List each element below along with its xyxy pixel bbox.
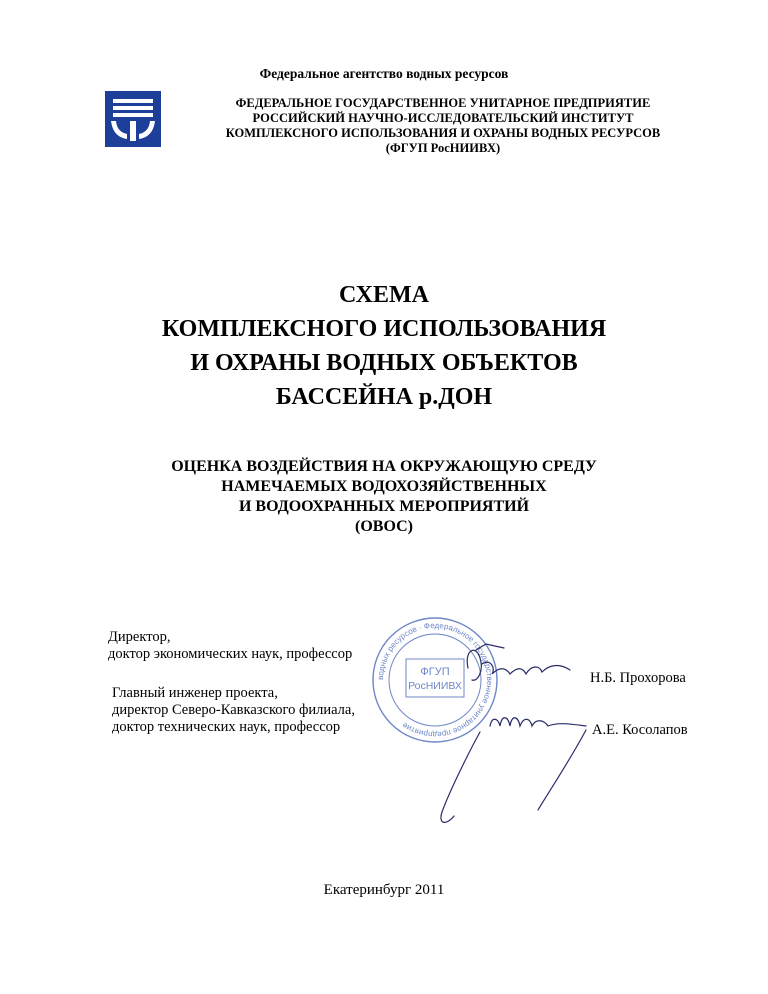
subtitle-line-3: И ВОДООХРАННЫХ МЕРОПРИЯТИЙ — [238, 498, 530, 515]
city-year: Екатеринбург 2011 — [323, 882, 445, 898]
signatory-2-position — [112, 685, 355, 736]
document-title — [0, 278, 768, 414]
signatory-1-degree: доктор экономических наук, профессор — [108, 646, 353, 662]
title-line-3: И ОХРАНЫ ВОДНЫХ ОБЪЕКТОВ — [190, 350, 578, 376]
institute-line-1: ФЕДЕРАЛЬНОЕ ГОСУДАРСТВЕННОЕ УНИТАРНОЕ ПРЕДПРИЯТИЕ — [235, 96, 651, 110]
title-line-1: СХЕМА — [338, 282, 430, 308]
signatory-2-title: Главный инженер проекта, — [112, 685, 278, 701]
signatory-1-title: Директор, — [108, 629, 171, 645]
institute-logo — [105, 91, 161, 147]
signatory-1-name: Н.Б. Прохорова — [590, 670, 686, 686]
subtitle-line-2: НАМЕЧАЕМЫХ ВОДОХОЗЯЙСТВЕННЫХ — [221, 478, 547, 495]
official-stamp — [370, 615, 500, 745]
title-line-2: КОМПЛЕКСНОГО ИСПОЛЬЗОВАНИЯ — [161, 316, 607, 342]
signatory-2-name: А.Е. Косолапов — [592, 722, 688, 738]
stamp-line-1: ФГУП — [420, 666, 450, 678]
agency-name: Федеральное агентство водных ресурсов — [259, 66, 509, 81]
subtitle-line-1: ОЦЕНКА ВОЗДЕЙСТВИЯ НА ОКРУЖАЮЩУЮ СРЕДУ — [171, 458, 597, 475]
document-subtitle — [0, 457, 768, 537]
title-line-4: БАССЕЙНА р.ДОН — [275, 384, 493, 410]
stamp-ring-text: водных ресурсов · Федеральное государственное унитарное предприятие — [375, 620, 495, 740]
subtitle-line-4: (ОВОС) — [355, 518, 413, 535]
institute-line-3: КОМПЛЕКСНОГО ИСПОЛЬЗОВАНИЯ И ОХРАНЫ ВОДНЫХ РЕСУРСОВ — [225, 126, 661, 140]
stamp-line-2: РосНИИВХ — [408, 680, 462, 692]
institute-name — [168, 96, 718, 156]
signatory-2-degree: доктор технических наук, профессор — [112, 719, 341, 735]
signatory-2-branch: директор Северо-Кавказского филиала, — [112, 702, 355, 718]
signatory-1-position — [108, 629, 352, 663]
institute-line-2: РОССИЙСКИЙ НАУЧНО-ИССЛЕДОВАТЕЛЬСКИЙ ИНСТИТУТ — [252, 111, 634, 125]
institute-line-4: (ФГУП РосНИИВХ) — [385, 141, 501, 155]
